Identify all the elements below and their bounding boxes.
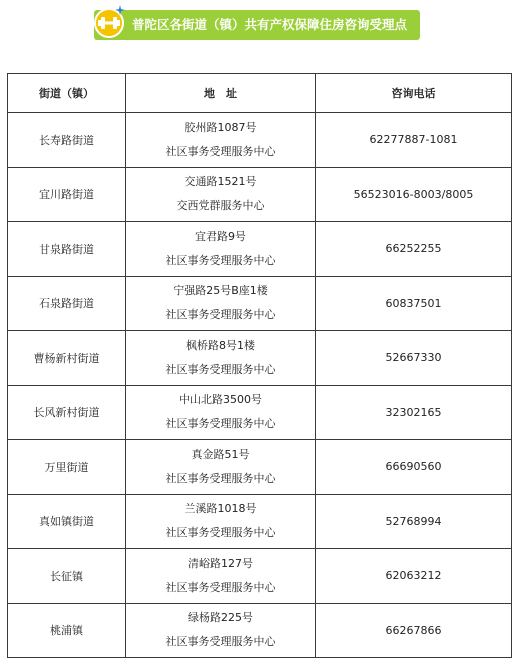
address-line-2: 社区事务受理服务中心 (165, 308, 276, 322)
address-line-1: 宜君路9号 (195, 229, 246, 243)
table-header-row (8, 74, 512, 113)
address-cell (126, 276, 316, 331)
header-street: 街道（镇） (8, 74, 126, 113)
address-cell (126, 167, 316, 222)
title-banner (94, 10, 420, 40)
table-body (8, 113, 512, 658)
address-cell (126, 494, 316, 549)
consultation-table (7, 73, 512, 658)
header-phone: 咨询电话 (316, 74, 512, 113)
table-row (8, 549, 512, 604)
address-line-2: 社区事务受理服务中心 (165, 471, 276, 485)
phone-cell: 32302165 (316, 385, 512, 440)
address-cell (126, 549, 316, 604)
street-cell: 长风新村街道 (8, 385, 126, 440)
street-cell: 桃浦镇 (8, 603, 126, 658)
phone-cell: 62277887-1081 (316, 113, 512, 168)
address-line-1: 兰溪路1018号 (184, 502, 257, 516)
address-line-1: 清峪路127号 (188, 556, 253, 570)
table-row (8, 167, 512, 222)
address-line-1: 真金路51号 (191, 447, 250, 461)
address-line-2: 社区事务受理服务中心 (165, 526, 276, 540)
street-cell: 万里街道 (8, 440, 126, 495)
header-address: 地 址 (126, 74, 316, 113)
address-line-2: 社区事务受理服务中心 (165, 580, 276, 594)
address-line-2: 社区事务受理服务中心 (165, 635, 276, 649)
table-row (8, 385, 512, 440)
address-line-2: 社区事务受理服务中心 (165, 362, 276, 376)
phone-cell: 66690560 (316, 440, 512, 495)
sparkle-icon (115, 5, 125, 15)
address-cell (126, 603, 316, 658)
banner-title: 普陀区各街道（镇）共有产权保障住房咨询受理点 (132, 17, 408, 32)
phone-cell: 66267866 (316, 603, 512, 658)
phone-cell: 66252255 (316, 222, 512, 277)
street-cell: 甘泉路街道 (8, 222, 126, 277)
table-row (8, 603, 512, 658)
phone-cell: 52768994 (316, 494, 512, 549)
street-cell: 石泉路街道 (8, 276, 126, 331)
table-row (8, 494, 512, 549)
table-row (8, 113, 512, 168)
address-line-1: 中山北路3500号 (179, 393, 262, 407)
address-cell (126, 331, 316, 386)
street-cell: 长寿路街道 (8, 113, 126, 168)
address-cell (126, 113, 316, 168)
address-line-1: 胶州路1087号 (184, 120, 257, 134)
address-cell (126, 440, 316, 495)
table-row (8, 440, 512, 495)
street-cell: 宜川路街道 (8, 167, 126, 222)
table-row (8, 276, 512, 331)
address-line-1: 枫桥路8号1楼 (186, 338, 255, 352)
address-line-1: 交通路1521号 (184, 175, 257, 189)
address-line-2: 社区事务受理服务中心 (165, 253, 276, 267)
table-row (8, 222, 512, 277)
table-row (8, 331, 512, 386)
street-cell: 曹杨新村街道 (8, 331, 126, 386)
address-cell (126, 222, 316, 277)
address-line-2: 交西党群服务中心 (176, 199, 265, 213)
street-cell: 长征镇 (8, 549, 126, 604)
phone-cell: 62063212 (316, 549, 512, 604)
phone-cell: 56523016-8003/8005 (316, 167, 512, 222)
address-line-1: 绿杨路225号 (188, 611, 253, 625)
phone-cell: 60837501 (316, 276, 512, 331)
address-line-1: 宁强路25号B座1楼 (173, 284, 268, 298)
phone-cell: 52667330 (316, 331, 512, 386)
address-line-2: 社区事务受理服务中心 (165, 417, 276, 431)
street-cell: 真如镇街道 (8, 494, 126, 549)
address-line-2: 社区事务受理服务中心 (165, 144, 276, 158)
address-cell (126, 385, 316, 440)
